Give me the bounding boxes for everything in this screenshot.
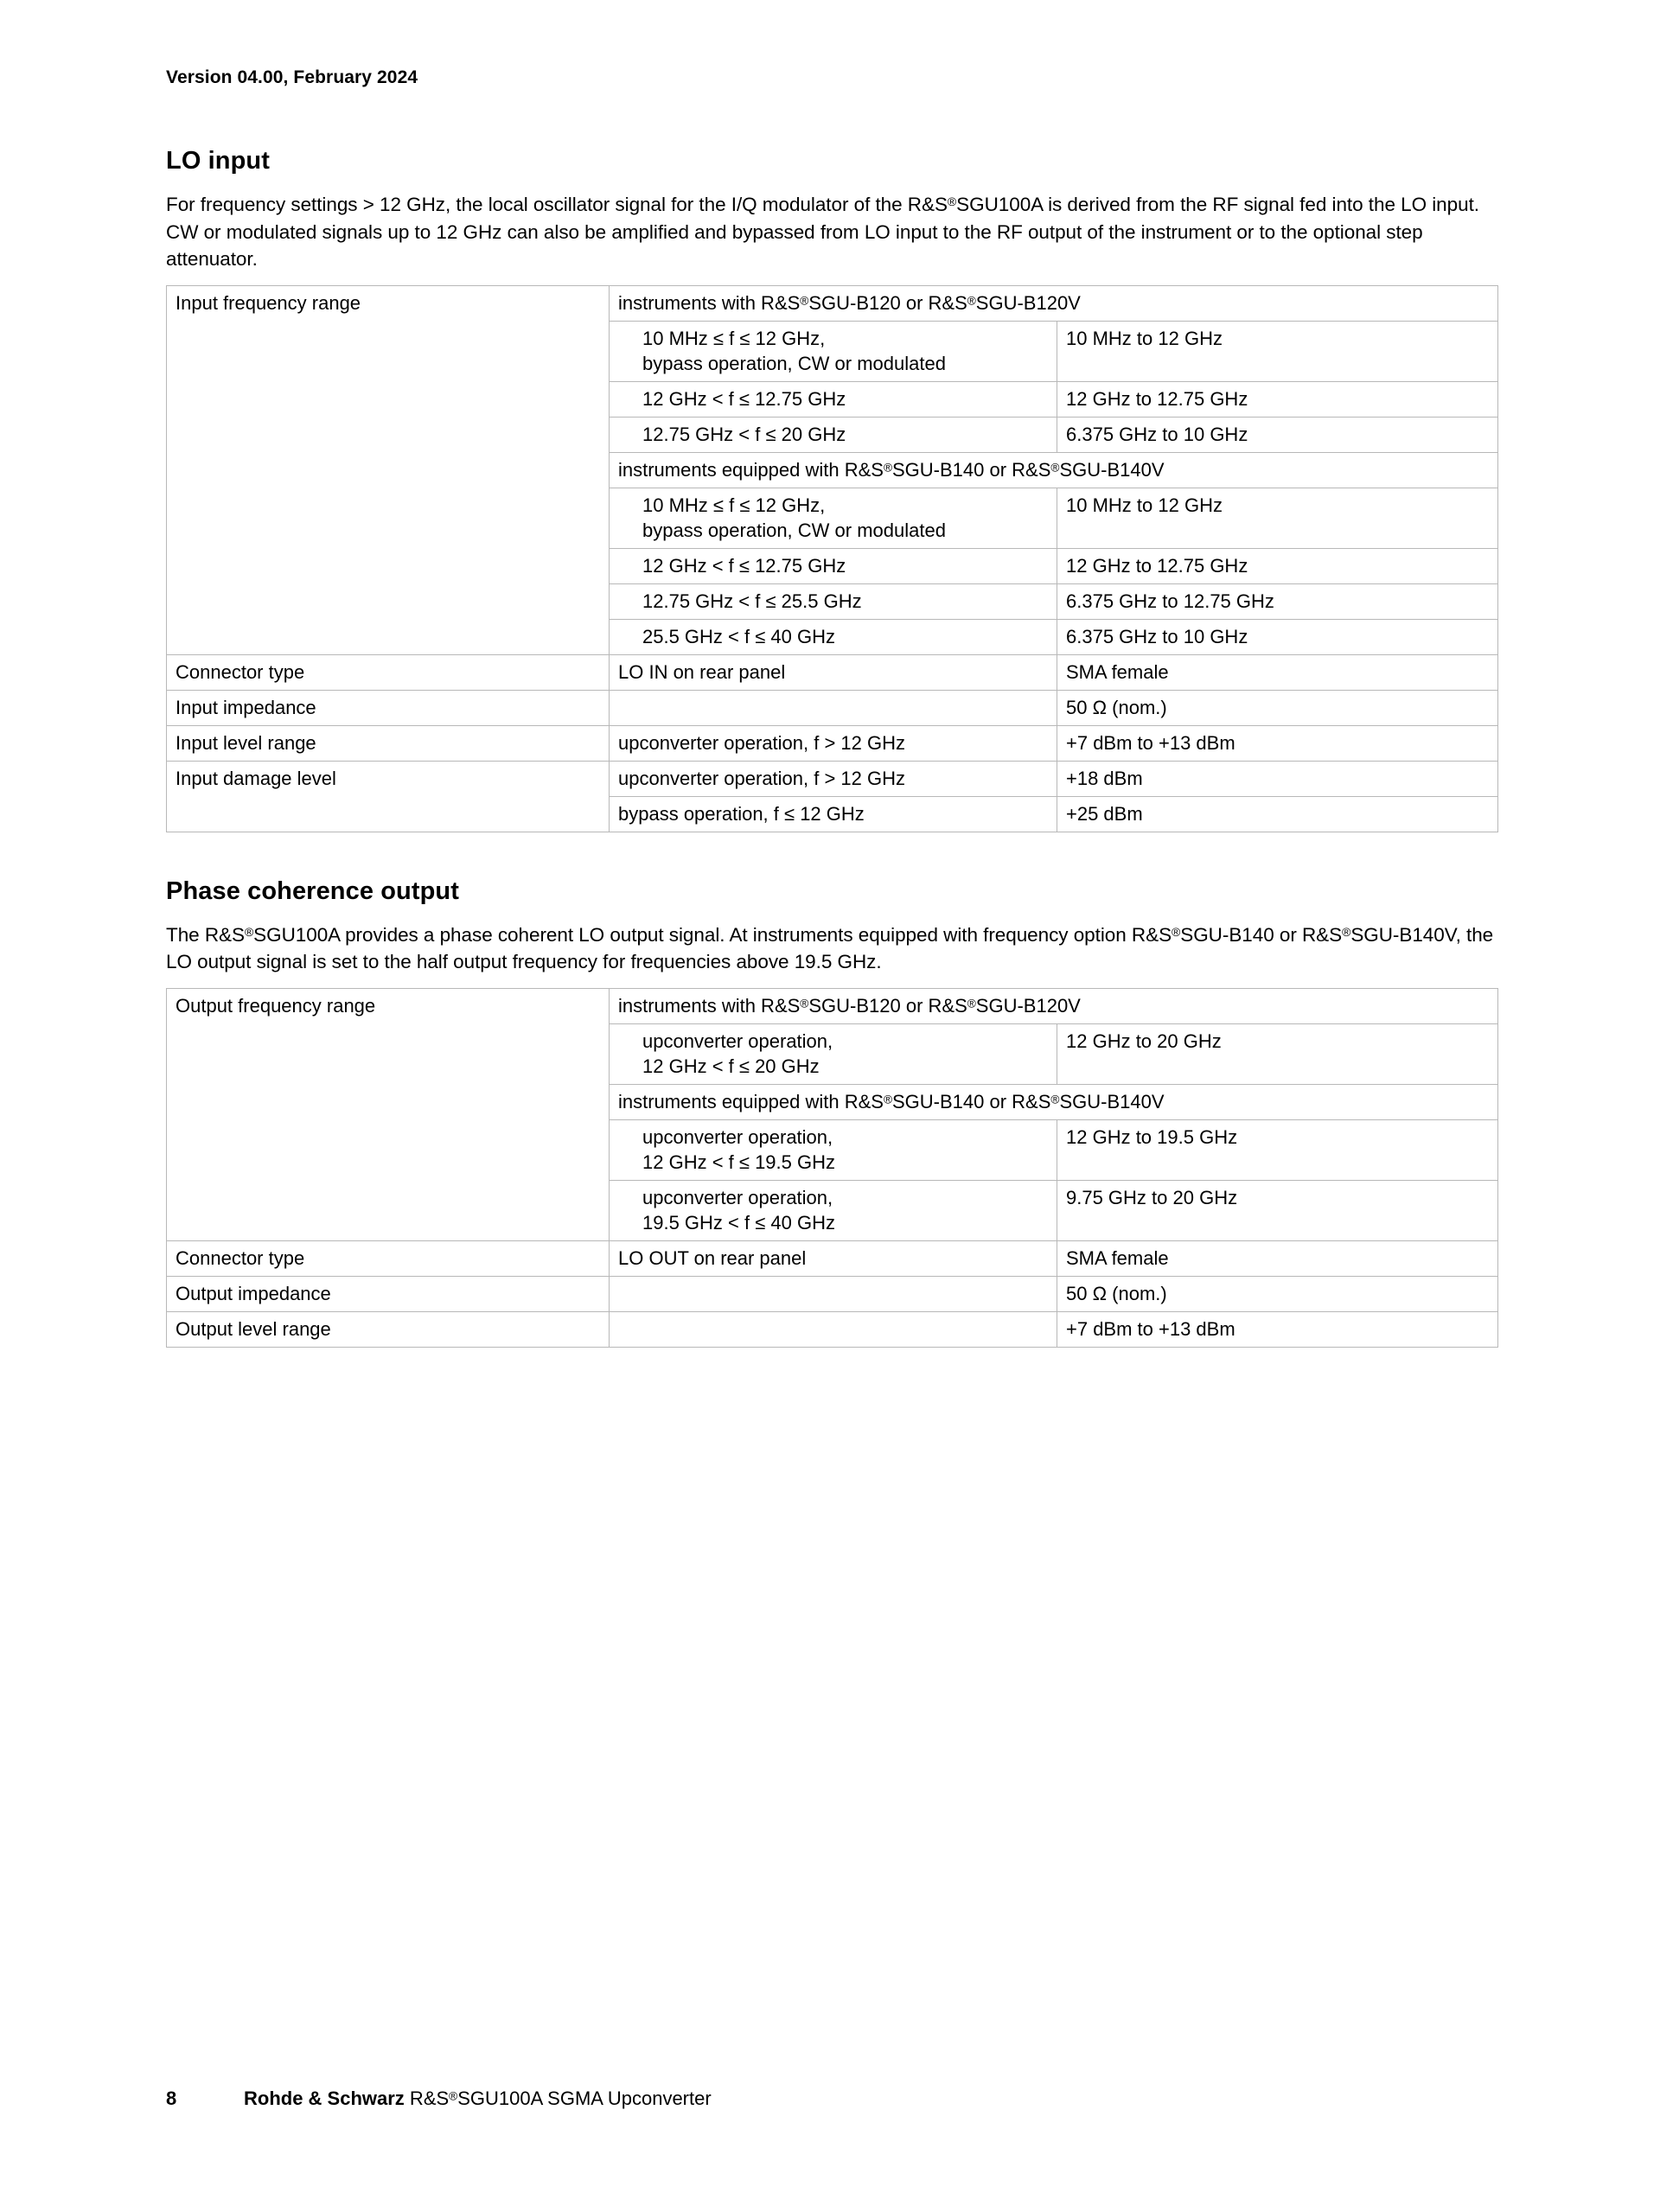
row-label-input-frequency-range: Input frequency range — [167, 285, 610, 321]
condition-line-1: 10 MHz ≤ f ≤ 12 GHz, — [642, 494, 826, 516]
table-row — [167, 1240, 1498, 1276]
condition-line-1: upconverter operation, — [642, 1186, 833, 1208]
condition-cell: 25.5 GHz < f ≤ 40 GHz — [610, 619, 1057, 654]
value-cell: 9.75 GHz to 20 GHz — [1057, 1180, 1498, 1240]
value-cell: 12 GHz to 19.5 GHz — [1057, 1119, 1498, 1180]
condition-cell: 12 GHz < f ≤ 12.75 GHz — [610, 548, 1057, 583]
group-header-b120-part-a: instruments with R&S — [618, 994, 801, 1017]
registered-mark-icon: ® — [244, 924, 254, 939]
value-cell: SMA female — [1057, 1240, 1498, 1276]
condition-line-1: upconverter operation, — [642, 1125, 833, 1148]
condition-cell: LO IN on rear panel — [610, 654, 1057, 690]
footer-product-part-b: SGU100A SGMA Upconverter — [457, 2088, 712, 2109]
row-label-input-level-range: Input level range — [167, 725, 610, 761]
value-cell: 10 MHz to 12 GHz — [1057, 321, 1498, 381]
value-cell: +7 dBm to +13 dBm — [1057, 725, 1498, 761]
footer-brand: Rohde & Schwarz — [244, 2088, 405, 2109]
group-header-b140-part-b: SGU-B140 or R&S — [891, 1090, 1051, 1112]
table-row — [167, 619, 1498, 654]
row-label-connector-type: Connector type — [167, 1240, 610, 1276]
table-row — [167, 1023, 1498, 1084]
phase-coherence-spec-table — [166, 988, 1498, 1348]
registered-mark-icon: ® — [1050, 460, 1060, 474]
condition-line-1: upconverter operation, — [642, 1030, 833, 1052]
registered-mark-icon: ® — [967, 996, 976, 1010]
table-row — [167, 1119, 1498, 1180]
condition-line-2: 19.5 GHz < f ≤ 40 GHz — [642, 1211, 835, 1233]
group-header-b120-part-a: instruments with R&S — [618, 291, 801, 314]
row-label-spacer — [167, 452, 610, 488]
table-row — [167, 690, 1498, 725]
row-label-spacer — [167, 1084, 610, 1119]
table-row — [167, 285, 1498, 321]
condition-cell — [610, 488, 1057, 548]
registered-mark-icon: ® — [883, 460, 892, 474]
group-header-b120-part-b: SGU-B120 or R&S — [808, 291, 967, 314]
lo-input-paragraph-part-a: For frequency settings > 12 GHz, the local oscillator signal for the I/Q modulator of the R&S — [166, 194, 948, 215]
value-cell: 6.375 GHz to 10 GHz — [1057, 619, 1498, 654]
group-header-b140-part-a: instruments equipped with R&S — [618, 458, 884, 481]
group-header-b140 — [610, 1084, 1498, 1119]
group-header-b140 — [610, 452, 1498, 488]
condition-cell — [610, 1023, 1057, 1084]
value-cell: 12 GHz to 20 GHz — [1057, 1023, 1498, 1084]
condition-cell: upconverter operation, f > 12 GHz — [610, 725, 1057, 761]
value-cell: 12 GHz to 12.75 GHz — [1057, 381, 1498, 417]
registered-mark-icon: ® — [1050, 1092, 1060, 1106]
row-label-output-frequency-range: Output frequency range — [167, 988, 610, 1023]
row-label-spacer — [167, 488, 610, 548]
value-cell: 6.375 GHz to 10 GHz — [1057, 417, 1498, 452]
row-label-spacer — [167, 381, 610, 417]
group-header-b140-part-a: instruments equipped with R&S — [618, 1090, 884, 1112]
group-header-b120 — [610, 988, 1498, 1023]
section-heading-lo-input: LO input — [166, 147, 270, 175]
table-row — [167, 654, 1498, 690]
table-row — [167, 725, 1498, 761]
registered-mark-icon: ® — [449, 2089, 458, 2103]
registered-mark-icon: ® — [1342, 924, 1351, 939]
condition-cell — [610, 690, 1057, 725]
group-header-b140-part-b: SGU-B140 or R&S — [891, 458, 1051, 481]
group-header-b140-part-c: SGU-B140V — [1059, 458, 1165, 481]
row-label-spacer — [167, 1180, 610, 1240]
phase-coherence-paragraph-part-c: SGU-B140 or R&S — [1180, 923, 1343, 946]
table-row — [167, 417, 1498, 452]
registered-mark-icon: ® — [800, 996, 809, 1010]
condition-cell — [610, 1119, 1057, 1180]
condition-line-2: bypass operation, CW or modulated — [642, 352, 946, 374]
page-content — [166, 147, 1497, 1348]
condition-line-1: 10 MHz ≤ f ≤ 12 GHz, — [642, 327, 826, 349]
condition-line-2: bypass operation, CW or modulated — [642, 519, 946, 541]
group-header-b120-part-b: SGU-B120 or R&S — [808, 994, 967, 1017]
condition-cell: LO OUT on rear panel — [610, 1240, 1057, 1276]
row-label-spacer — [167, 548, 610, 583]
registered-mark-icon: ® — [967, 293, 976, 307]
table-row — [167, 381, 1498, 417]
group-header-b120-part-c: SGU-B120V — [975, 291, 1081, 314]
registered-mark-icon: ® — [800, 293, 809, 307]
document-version-header: Version 04.00, February 2024 — [166, 67, 418, 87]
row-label-input-damage-level: Input damage level — [167, 761, 610, 796]
phase-coherence-paragraph-part-a: The R&S — [166, 923, 245, 946]
row-label-spacer — [167, 321, 610, 381]
condition-cell — [610, 321, 1057, 381]
table-row — [167, 583, 1498, 619]
phase-coherence-paragraph — [166, 921, 1497, 976]
condition-cell — [610, 1276, 1057, 1311]
condition-cell: 12.75 GHz < f ≤ 25.5 GHz — [610, 583, 1057, 619]
table-row — [167, 796, 1498, 832]
condition-cell: 12 GHz < f ≤ 12.75 GHz — [610, 381, 1057, 417]
document-footer — [166, 2088, 712, 2110]
lo-input-paragraph — [166, 191, 1497, 273]
footer-product-part-a: R&S — [404, 2088, 450, 2109]
condition-cell — [610, 1311, 1057, 1347]
table-row — [167, 1276, 1498, 1311]
value-cell: +25 dBm — [1057, 796, 1498, 832]
footer-page-number: 8 — [166, 2088, 177, 2109]
condition-cell: bypass operation, f ≤ 12 GHz — [610, 796, 1057, 832]
phase-coherence-paragraph-part-d: SGU-B140V, the LO output signal is set to the half output frequency for frequencies above 19.5 GHz. — [166, 923, 1494, 972]
value-cell: 50 Ω (nom.) — [1057, 690, 1498, 725]
row-label-output-impedance: Output impedance — [167, 1276, 610, 1311]
row-label-spacer — [167, 1119, 610, 1180]
phase-coherence-paragraph-part-b: SGU100A provides a phase coherent LO output signal. At instruments equipped with frequency option R&S — [253, 923, 1172, 946]
row-label-output-level-range: Output level range — [167, 1311, 610, 1347]
condition-cell: 12.75 GHz < f ≤ 20 GHz — [610, 417, 1057, 452]
table-row — [167, 1084, 1498, 1119]
row-label-spacer — [167, 796, 610, 832]
condition-cell: upconverter operation, f > 12 GHz — [610, 761, 1057, 796]
group-header-b120-part-c: SGU-B120V — [975, 994, 1081, 1017]
group-header-b140-part-c: SGU-B140V — [1059, 1090, 1165, 1112]
table-row — [167, 321, 1498, 381]
value-cell: SMA female — [1057, 654, 1498, 690]
value-cell: +18 dBm — [1057, 761, 1498, 796]
table-row — [167, 452, 1498, 488]
row-label-input-impedance: Input impedance — [167, 690, 610, 725]
table-row — [167, 1180, 1498, 1240]
value-cell: 12 GHz to 12.75 GHz — [1057, 548, 1498, 583]
table-row — [167, 761, 1498, 796]
row-label-spacer — [167, 583, 610, 619]
row-label-spacer — [167, 1023, 610, 1084]
section-heading-phase-coherence-output: Phase coherence output — [166, 877, 459, 905]
lo-input-spec-table — [166, 285, 1498, 832]
value-cell: 50 Ω (nom.) — [1057, 1276, 1498, 1311]
value-cell: 10 MHz to 12 GHz — [1057, 488, 1498, 548]
registered-mark-icon: ® — [947, 194, 957, 209]
table-row — [167, 988, 1498, 1023]
row-label-spacer — [167, 417, 610, 452]
row-label-connector-type: Connector type — [167, 654, 610, 690]
value-cell: 6.375 GHz to 12.75 GHz — [1057, 583, 1498, 619]
row-label-spacer — [167, 619, 610, 654]
lo-input-paragraph-part-b: SGU100A is derived from the RF signal fed into the LO input. CW or modulated signals up to 12 GHz can also be amplified and bypassed from LO input to the RF output of the instrument or to the optional step attenuator. — [166, 194, 1479, 270]
table-row — [167, 548, 1498, 583]
condition-line-2: 12 GHz < f ≤ 19.5 GHz — [642, 1151, 835, 1173]
value-cell: +7 dBm to +13 dBm — [1057, 1311, 1498, 1347]
table-row — [167, 1311, 1498, 1347]
group-header-b120 — [610, 285, 1498, 321]
condition-line-2: 12 GHz < f ≤ 20 GHz — [642, 1055, 820, 1077]
registered-mark-icon: ® — [1172, 924, 1181, 939]
table-row — [167, 488, 1498, 548]
registered-mark-icon: ® — [883, 1092, 892, 1106]
condition-cell — [610, 1180, 1057, 1240]
